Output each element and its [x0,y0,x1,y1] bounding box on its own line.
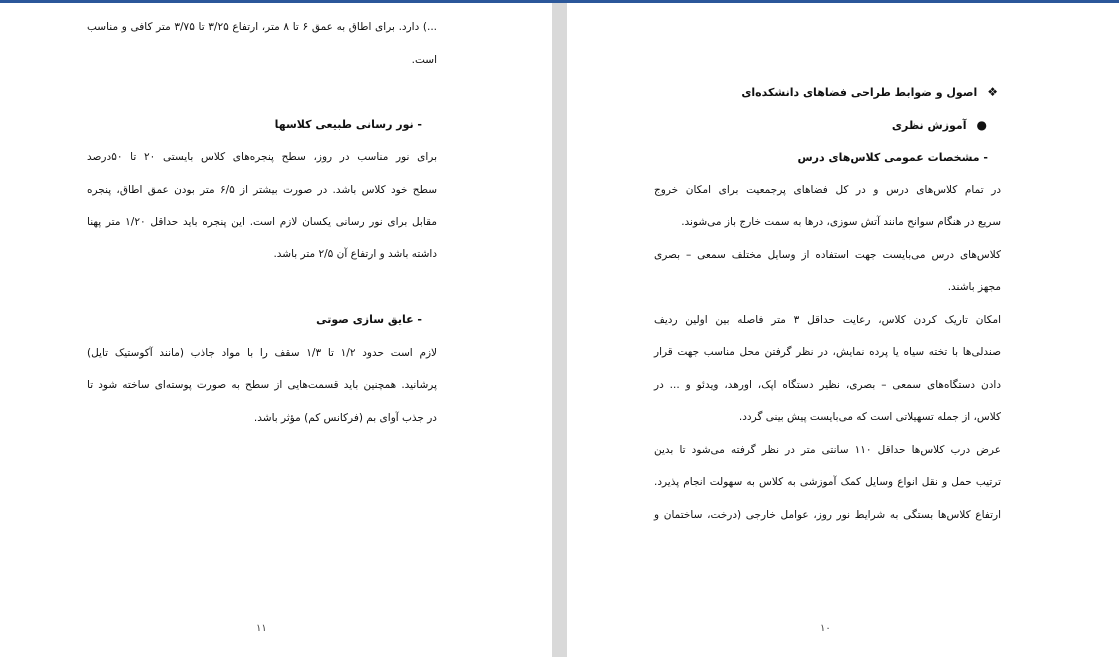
page-number: ۱۱ [256,623,267,634]
paragraph-line: امکان تاریک کردن کلاس، رعایت حداقل ۳ متر فاصله بین اولین ردیف [654,314,1001,326]
paragraph-line: پرشانید. همچنین باید قسمت‌هایی از سطح به صورت پوسته‌ای ساخته شود تا [87,379,437,391]
page-number: ۱۰ [820,623,831,634]
paragraph-line: مقابل برای نور رسانی یکسان لازم است. این پنجره باید حداقل ۱/۲۰ متر پهنا [87,216,437,228]
paragraph-line: ارتفاع کلاس‌ها بستگی به شرایط نور روز، عوامل خارجی (درخت، ساختمان و [654,509,1001,521]
paragraph-line: کلاس، از جمله تسهیلاتی است که می‌بایست پیش بینی گردد. [738,411,1001,423]
paragraph-line: لازم است حدود ۱/۲ تا ۱/۳ سقف را با مواد جاذب (مانند آکوستیک تایل) [87,347,438,359]
document-page-11[interactable] [0,3,552,657]
paragraph-line: کلاس‌های درس می‌بایست جهت استفاده از وسایل مختلف سمعی – بصری [654,249,1001,261]
paragraph-line: عرض درب کلاس‌ها حداقل ۱۱۰ سانتی متر در نظر گرفته می‌شود تا بدین [654,444,1001,456]
round-bullet-icon: ● [976,118,987,132]
section-heading-daylight: - نور رسانی طبیعی کلاسها [274,118,422,131]
paragraph-line: ترتیب حمل و نقل انواع وسایل کمک آموزشی به کلاس به سهولت انجام پذیرد. [654,476,1001,488]
paragraph-line: صندلی‌ها با تخته سیاه یا پرده نمایش، در نظر گرفتن محل مناسب جهت قرار [654,346,1001,358]
paragraph-line: مجهز باشند. [947,281,1001,293]
paragraph-line: ...) دارد. برای اطاق به عمق ۶ تا ۸ متر، ارتفاع ۳/۲۵ تا ۳/۷۵ متر کافی و مناسب [87,21,438,33]
bullet-item-main-text: اصول و ضوابط طراحی فضاهای دانشکده‌ای [741,86,978,99]
section-heading-acoustic: - عایق سازی صوتی [316,313,422,326]
bullet-item-sub-text: آموزش نظری [891,119,967,132]
bullet-item-sub [892,118,987,133]
paragraph-line: در جذب آوای بم (فرکانس کم) مؤثر باشد. [253,412,437,424]
paragraph-line: دادن دستگاه‌های سمعی – بصری، نظیر دستگاه اپک، اورهد، ویدئو و ... در [654,379,1001,391]
bullet-item-main [741,85,998,100]
paragraph-line: سطح خود کلاس باشد. در صورت بیشتر از ۶/۵ متر بودن عمق اطاق، پنجره [87,184,437,196]
document-page-10[interactable] [567,3,1119,657]
paragraph-line: در تمام کلاس‌های درس و در کل فضاهای پرجمعیت برای امکان خروج [654,184,1001,196]
paragraph-line: داشته باشد و ارتفاع آن ۲/۵ متر باشد. [273,248,437,260]
diamond-bullet-icon: ❖ [987,85,998,99]
paragraph-line: برای نور مناسب در روز، سطح پنجره‌های کلاس بایستی ۲۰ تا ۵۰درصد [87,151,438,163]
section-heading-classroom: - مشخصات عمومی کلاس‌های درس [797,151,988,164]
paragraph-line: است. [411,54,437,66]
paragraph-line: سریع در هنگام سوانح مانند آتش سوزی، درها به سمت خارج باز می‌شوند. [681,216,1001,228]
